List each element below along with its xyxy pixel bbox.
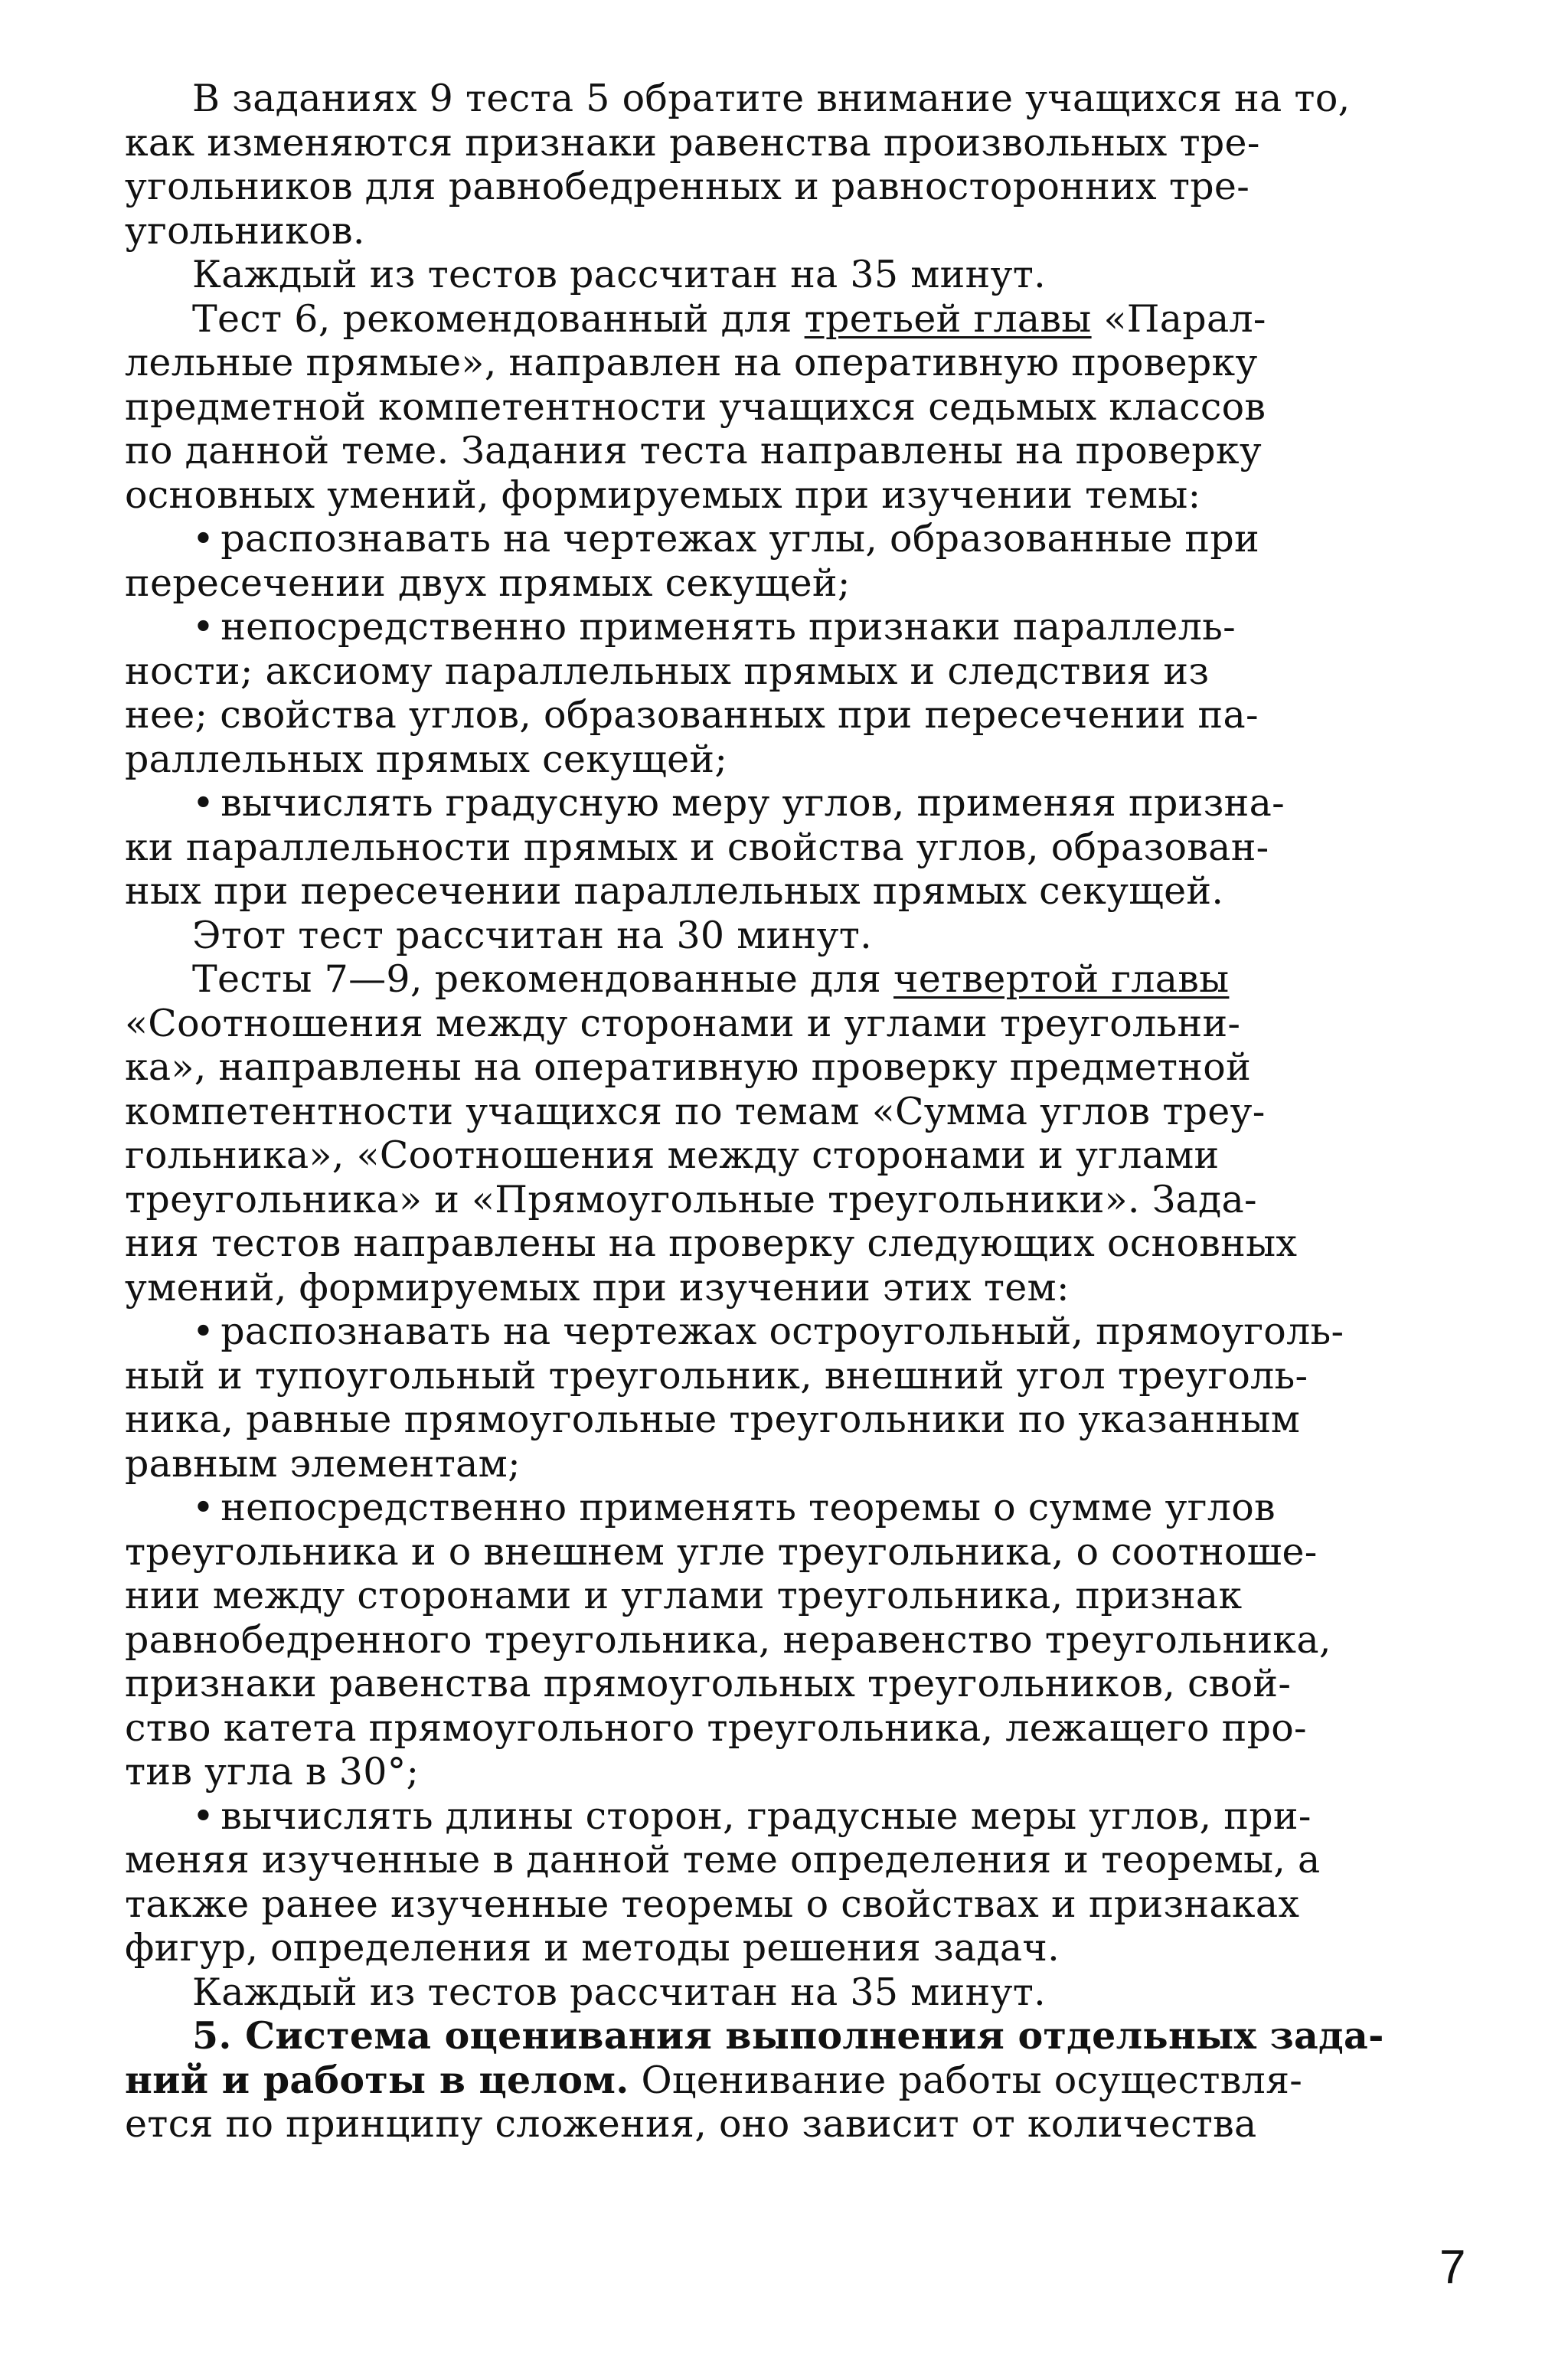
text-line: по данной теме. Задания теста направлены на проверку <box>125 429 1262 473</box>
text-line: В заданиях 9 теста 5 обратите внимание учащихся на то, <box>192 77 1351 120</box>
chapter-link-third: третьей главы <box>804 296 1092 341</box>
text-line: нее; свойства углов, образованных при пересечении па- <box>125 693 1259 737</box>
text-line: ний и работы в целом. Оценивание работы осуществля- <box>125 2057 1303 2102</box>
bullet-icon: • <box>192 1486 215 1529</box>
text-line: пересечении двух прямых секущей; <box>125 561 851 605</box>
text-line: «Соотношения между сторонами и углами треугольни- <box>125 1001 1241 1045</box>
text-line: лельные прямые», направлен на оперативную проверку <box>125 341 1258 384</box>
text-line: равнобедренного треугольника, неравенство треугольника, <box>125 1617 1331 1662</box>
text-line: компетентности учащихся по темам «Сумма углов треу- <box>125 1089 1266 1133</box>
text-line: равным элементам; <box>125 1441 521 1486</box>
document-page <box>125 77 1461 2147</box>
text-line: также ранее изученные теоремы о свойствах и признаках <box>125 1882 1300 1926</box>
bullet-item: • непосредственно применять признаки параллель- <box>192 605 1236 649</box>
text-line: ный и тупоугольный треугольник, внешний угол треуголь- <box>125 1353 1308 1398</box>
text-line: гольника», «Соотношения между сторонами и углами <box>125 1133 1220 1177</box>
text-line: ется по принципу сложения, оно зависит от количества <box>125 2102 1257 2146</box>
text-line: Этот тест рассчитан на 30 минут. <box>192 913 873 957</box>
bullet-icon: • <box>192 605 215 649</box>
text-line: угольников. <box>125 208 365 253</box>
text-line: тив угла в 30°; <box>125 1750 420 1794</box>
text-line: треугольника и о внешнем угле треугольника, о соотноше- <box>125 1529 1318 1574</box>
bullet-item: • распознавать на чертежах углы, образованные при <box>192 517 1260 561</box>
text-line: ки параллельности прямых и свойства углов, образован- <box>125 825 1269 869</box>
text-line: угольников для равнобедренных и равносторонних тре- <box>125 165 1250 208</box>
text-line: умений, формируемых при изучении этих тем: <box>125 1265 1070 1310</box>
text-line: Каждый из тестов рассчитан на 35 минут. <box>192 1970 1046 2014</box>
text-line: признаки равенства прямоугольных треугольников, свой- <box>125 1662 1292 1705</box>
text-line: ство катета прямоугольного треугольника, лежащего про- <box>125 1705 1307 1750</box>
text-line: Тесты 7—9, рекомендованные для четвертой главы <box>192 957 1230 1001</box>
text-line: как изменяются признаки равенства произвольных тре- <box>125 120 1260 165</box>
bullet-item: • распознавать на чертежах остроугольный, прямоуголь- <box>192 1310 1344 1353</box>
bullet-item: • вычислять длины сторон, градусные меры углов, при- <box>192 1794 1312 1838</box>
text-line: Каждый из тестов рассчитан на 35 минут. <box>192 253 1046 296</box>
text-line: треугольника» и «Прямоугольные треугольники». Зада- <box>125 1177 1257 1221</box>
text-line: ности; аксиому параллельных прямых и следствия из <box>125 649 1210 693</box>
bullet-icon: • <box>192 1794 215 1838</box>
page-number: 7 <box>1439 2241 1466 2294</box>
bullet-icon: • <box>192 517 215 561</box>
text-line: фигур, определения и методы решения задач. <box>125 1926 1060 1970</box>
bullet-icon: • <box>192 781 215 825</box>
text-line: ника, равные прямоугольные треугольники по указанным <box>125 1398 1301 1441</box>
bullet-icon: • <box>192 1310 215 1353</box>
text-line: раллельных прямых секущей; <box>125 737 728 781</box>
bullet-item: • вычислять градусную меру углов, применяя призна- <box>192 781 1285 825</box>
text-line: основных умений, формируемых при изучении темы: <box>125 473 1201 517</box>
bullet-item: • непосредственно применять теоремы о сумме углов <box>192 1486 1276 1529</box>
text-line: ния тестов направлены на проверку следующих основных <box>125 1221 1298 1265</box>
section-heading-line: 5. Система оценивания выполнения отдельных зада- <box>192 2013 1384 2058</box>
chapter-link-fourth: четвертой главы <box>893 957 1230 1001</box>
text-line: Тест 6, рекомендованный для третьей главы «Парал- <box>192 296 1266 341</box>
text-line: нии между сторонами и углами треугольника, признак <box>125 1574 1243 1617</box>
text-line: меняя изученные в данной теме определения и теоремы, а <box>125 1838 1321 1882</box>
text-line: ных при пересечении параллельных прямых секущей. <box>125 869 1224 913</box>
text-line: ка», направлены на оперативную проверку предметной <box>125 1045 1252 1089</box>
text-line: предметной компетентности учащихся седьмых классов <box>125 384 1266 429</box>
